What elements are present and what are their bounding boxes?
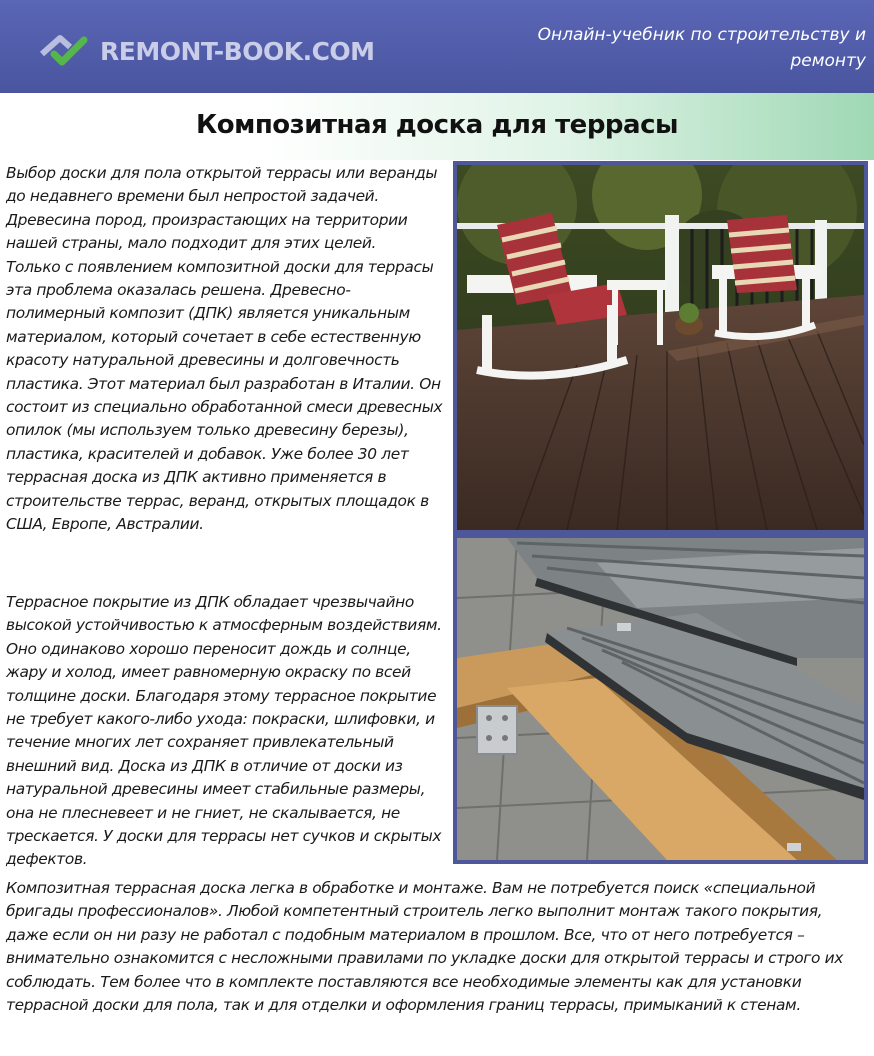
article-paragraph-1: Выбор доски для пола открытой террасы или веранды до недавнего времени был непростой задачей. Древесина пород, произрастающих на территории нашей страны, мало подходит для этих целей. Только с появлением композитной доски для террасы эта проблема оказалась решена. Древесно-полимерный композит (ДПК) является уникальным материалом, который сочетает в себе естественную красоту натуральной древесины и долговечность пластика. Этот материал был разработан в Италии. Он состоит из специально обработанной смеси древесных опилок (мы используем только древесину березы), пластика, красителей и добавок. Уже более 30 лет террасная доска из ДПК активно применяется в строительстве террас, веранд, открытых площадок в США, Европе, Австралии. xyxy=(6,164,443,534)
deck-chairs-photo xyxy=(453,161,868,534)
article-paragraph-2: Террасное покрытие из ДПК обладает чрезвычайно высокой устойчивостью к атмосферным воздействиям. Оно одинаково хорошо переносит дождь и солнце, жару и холод, имеет равномерную окраску по всей толщине доски. Благодаря этому террасное покрытие не требует какого-либо ухода: покраски, шлифовки, и течение многих лет сохраняет привлекательный внешний вид. Доска из ДПК в отличие от доски из натуральной древесины имеет стабильные размеры, она не плесневеет и не гниет, не скалывается, не трескается. У доски для террасы нет сучков и скрытых дефектов. xyxy=(6,593,442,869)
logo-house-check-icon xyxy=(40,34,92,68)
composite-boards-photo xyxy=(453,534,868,864)
site-logo[interactable] xyxy=(40,34,375,68)
page-title: Композитная доска для террасы xyxy=(195,110,679,140)
deck-chairs-image xyxy=(457,165,864,530)
site-tagline: Онлайн-учебник по строительству и ремонту xyxy=(537,25,866,71)
logo-text: REMONT-BOOK.COM xyxy=(100,36,375,66)
article-paragraph-3: Композитная террасная доска легка в обработке и монтаже. Вам не потребуется поиск «специальной бригады профессионалов». Любой компетентный строитель легко выполнит монтаж такого покрытия, даже если он ни разу не работал с подобным материалом в прошлом. Все, что от него потребуется – внимательно ознакомится с несложными правилами по укладке доски для открытой террасы и строго их соблюдать. Тем более что в комплекте поставляются все необходимые элементы как для установки террасной доски для пола, так и для отделки и оформления границ террасы, примыканий к стенам. xyxy=(6,879,844,1015)
composite-boards-image xyxy=(457,538,864,860)
site-header xyxy=(0,0,874,93)
